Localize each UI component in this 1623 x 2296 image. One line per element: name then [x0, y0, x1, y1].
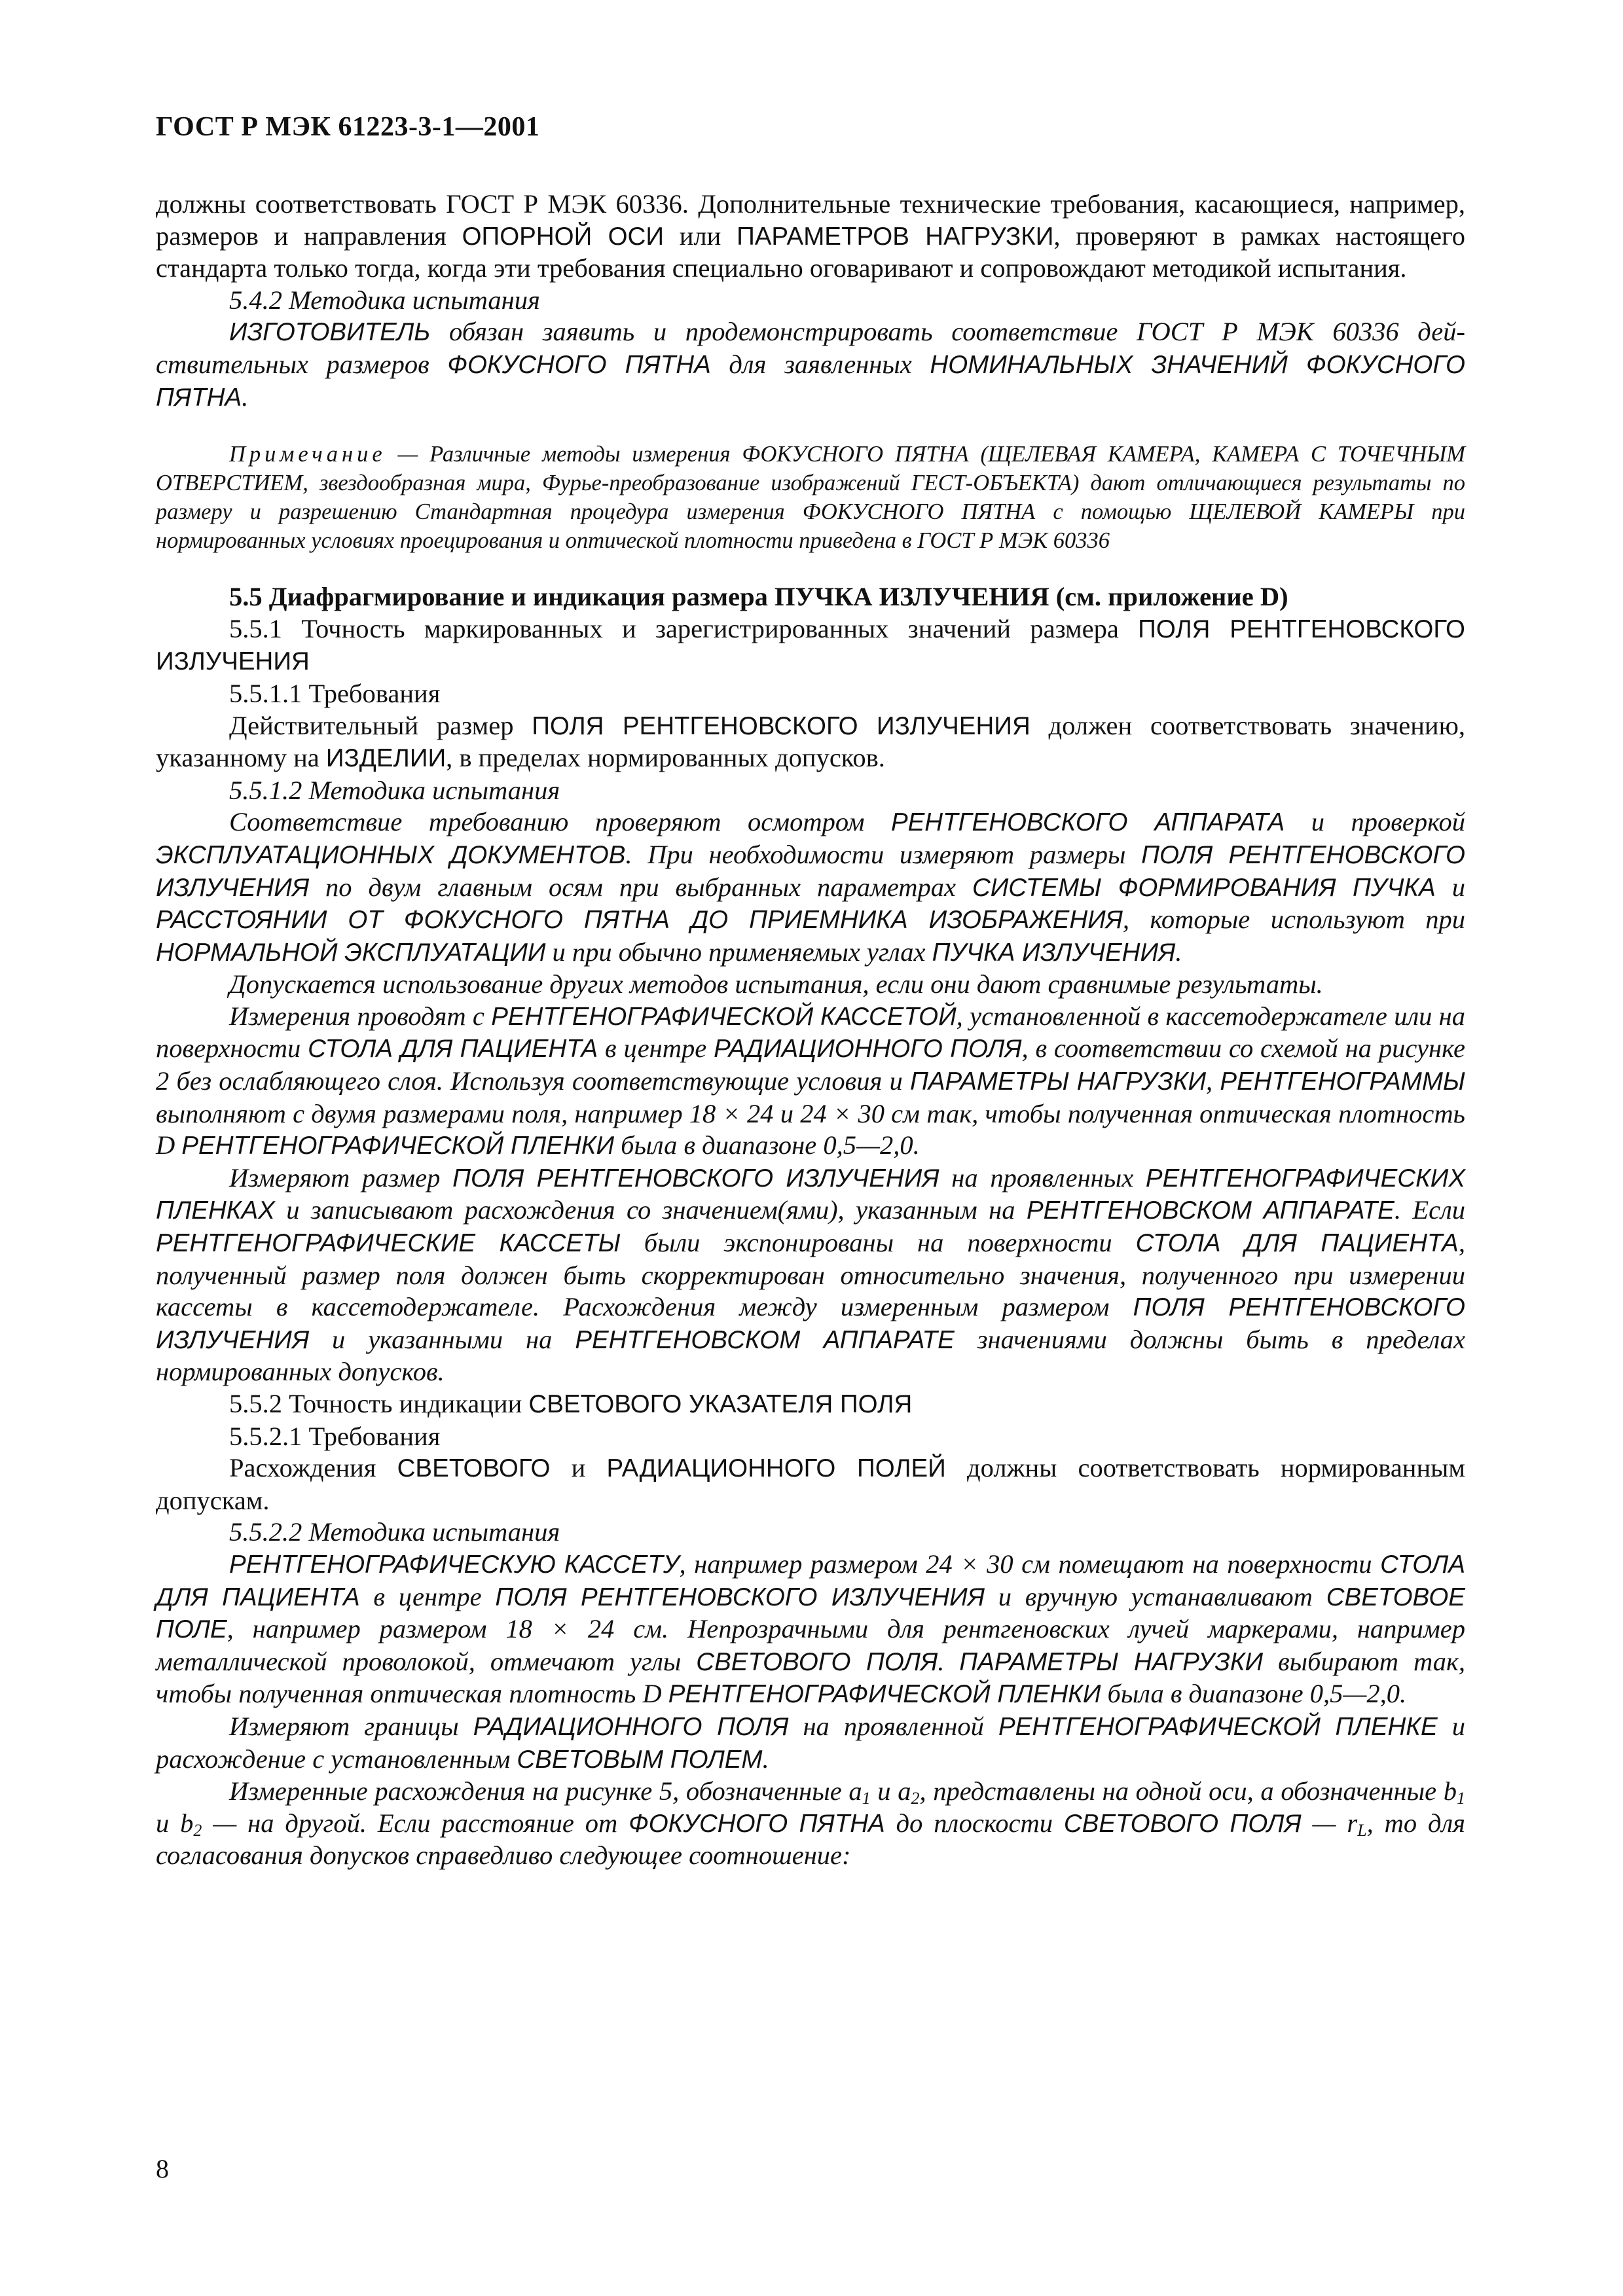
subsection-heading-5-5-1-1: 5.5.1.1 Требования: [229, 678, 441, 708]
paragraph-measured-discrepancies: Измеренные расхождения на рисунке 5, обозначенные $a_1$ и $a_2$, представлены на одной оси, а обозначенные $b_1$ и $b_2$ — на другой. Если расстояние от ФОКУСНОГО ПЯТНА до плоскости СВЕТОВОГО ПОЛЯ — $r_L$, то для согласования допусков справедливо следующее соотношение:: [156, 1776, 1466, 1871]
note-label: Примечание: [229, 442, 386, 467]
page-number: 8: [156, 2154, 169, 2183]
body-text: [156, 188, 1465, 1872]
paragraph-cassette-placement: РЕНТГЕНОГРАФИЧЕСКУЮ КАССЕТУ, например размером 24 × 30 см помещают на поверхности СТОЛА ДЛЯ ПАЦИЕНТА в центре ПОЛЯ РЕНТГЕНОВСКОГО ИЗЛУЧЕНИЯ и вручную устанавливают СВЕТОВОЕ ПОЛЕ, например размером 18 × 24 см. Непрозрачными для рентгеновских лучей маркерами, например металлической проволокой, отмечают углы СВЕТОВОГО ПОЛЯ. ПАРАМЕТРЫ НАГРУЗКИ выбирают так, чтобы полученная оптическая плотность D РЕНТГЕНОГРАФИЧЕСКОЙ ПЛЕНКИ была в диапазоне 0,5—2,0.: [156, 1549, 1466, 1709]
subsection-heading-5-4-2: 5.4.2 Методика испытания: [229, 285, 540, 315]
paragraph-measure-field-size: Измеряют размер ПОЛЯ РЕНТГЕНОВСКОГО ИЗЛУЧЕНИЯ на проявленных РЕНТГЕНОГРАФИЧЕСКИХ ПЛЕНКАХ и записывают расхождения со значением(ями), указанным на РЕНТГЕНОВСКОМ АППАРАТЕ. Если РЕНТГЕНОГРАФИЧЕСКИЕ КАССЕТЫ были экспонированы на поверхности СТОЛА ДЛЯ ПАЦИЕНТА, полученный размер поля должен быть скорректирован относительно значения, полученного при измерении кассеты в кассетодержателе. Расхождения между измеренным размером ПОЛЯ РЕНТГЕНОВСКОГО ИЗЛУЧЕНИЯ и указанными на РЕНТГЕНОВСКОМ АППАРАТЕ значениями должны быть в пределах нормированных допусков.: [156, 1162, 1466, 1387]
paragraph-actual-size: Действительный размер ПОЛЯ РЕНТГЕНОВСКОГО ИЗЛУЧЕНИЯ должен соответствовать значению, указанному на ИЗДЕЛИИ, в пределах нормированных допусков.: [156, 710, 1465, 773]
paragraph-manufacturer: ИЗГОТОВИТЕЛЬ обязан заявить и продемонстрировать соответствие ГОСТ Р МЭК 60336 действительных размеров ФОКУСНОГО ПЯТНА для заявленных НОМИНАЛЬНЫХ ЗНАЧЕНИЙ ФОКУСНОГО ПЯТНА.: [156, 317, 1465, 412]
paragraph-other-methods: Допускается использование других методов испытания, если они дают сравнимые результаты.: [229, 969, 1323, 999]
subsection-heading-5-5-2: 5.5.2 Точность индикации СВЕТОВОГО УКАЗАТЕЛЯ ПОЛЯ: [229, 1389, 913, 1418]
paragraph-light-radiation-discrepancy: Расхождения СВЕТОВОГО и РАДИАЦИОННОГО ПОЛЕЙ должны соответствовать нормированным допускам.: [156, 1453, 1465, 1515]
paragraph-measure-boundaries: Измеряют границы РАДИАЦИОННОГО ПОЛЯ на проявленной РЕНТГЕНОГРАФИЧЕСКОЙ ПЛЕНКЕ и расхождение с установленным СВЕТОВЫМ ПОЛЕМ.: [156, 1711, 1466, 1774]
subsection-heading-5-5-2-1: 5.5.2.1 Требования: [229, 1421, 441, 1451]
subsection-heading-5-5-2-2: 5.5.2.2 Методика испытания: [229, 1517, 560, 1547]
running-header: ГОСТ Р МЭК 61223-3-1—2001: [156, 112, 540, 142]
paragraph-measurement-cassette: Измерения проводят с РЕНТГЕНОГРАФИЧЕСКОЙ КАССЕТОЙ, установленной в кассетодержателе или на поверхности СТОЛА ДЛЯ ПАЦИЕНТА в центре РАДИАЦИОННОГО ПОЛЯ, в соответствии со схемой на рисунке 2 без ослабляющего слоя. Используя соответствующие условия и ПАРАМЕТРЫ НАГРУЗКИ, РЕНТГЕНОГРАММЫ выполняют с двумя размерами поля, например 18 × 24 и 24 × 30 см так, чтобы полученная оптическая плотность D РЕНТГЕНОГРАФИЧЕСКОЙ ПЛЕНКИ была в диапазоне 0,5—2,0.: [156, 1001, 1466, 1160]
subsection-heading-5-5-1-2: 5.5.1.2 Методика испытания: [229, 775, 560, 805]
note-paragraph: Примечание — Различные методы измерения ФОКУСНОГО ПЯТНА (ЩЕЛЕВАЯ КАМЕРА, КАМЕРА С ТОЧЕЧНЫМ ОТВЕРСТИЕМ, звездообразная мира, Фурье-преобразование изображений ГЕСТ-ОБЪЕКТА) дают отличающиеся результаты по размеру и разрешению Стандартная процедура измерения ФОКУСНОГО ПЯТНА с помощью ЩЕЛЕВОЙ КАМЕРЫ при нормированных условиях проецирования и оптической плотности приведена в ГОСТ Р МЭК 60336: [156, 442, 1465, 554]
subsection-heading-5-5-1: 5.5.1 Точность маркированных и зарегистрированных значений размера ПОЛЯ РЕНТГЕНОВСКОГО ИЗЛУЧЕНИЯ: [156, 613, 1465, 676]
paragraph-compliance-check: Соответствие требованию проверяют осмотром РЕНТГЕНОВСКОГО АППАРАТА и проверкой ЭКСПЛУАТАЦИОННЫХ ДОКУМЕНТОВ. При необходимости измеряют размеры ПОЛЯ РЕНТГЕНОВСКОГО ИЗЛУЧЕНИЯ по двум главным осям при выбранных параметрах СИСТЕМЫ ФОРМИРОВАНИЯ ПУЧКА и РАССТОЯНИИ ОТ ФОКУСНОГО ПЯТНА ДО ПРИЕМНИКА ИЗОБРАЖЕНИЯ, которые используют при НОРМАЛЬНОЙ ЭКСПЛУАТАЦИИ и при обычно применяемых углах ПУЧКА ИЗЛУЧЕНИЯ.: [156, 807, 1466, 967]
paragraph-continuation: должны соответствовать ГОСТ Р МЭК 60336. Дополнительные технические требования, касающиеся, например, размеров и направления ОПОРНОЙ ОСИ или ПАРАМЕТРОВ НАГРУЗКИ, проверяют в рамках настоящего стандарта только тогда, когда эти требования специально оговаривают и сопровождают методикой испытания.: [156, 189, 1466, 283]
section-heading-5-5: 5.5 Диафрагмирование и индикация размера ПУЧКА ИЗЛУЧЕНИЯ (см. приложение D): [229, 582, 1288, 612]
